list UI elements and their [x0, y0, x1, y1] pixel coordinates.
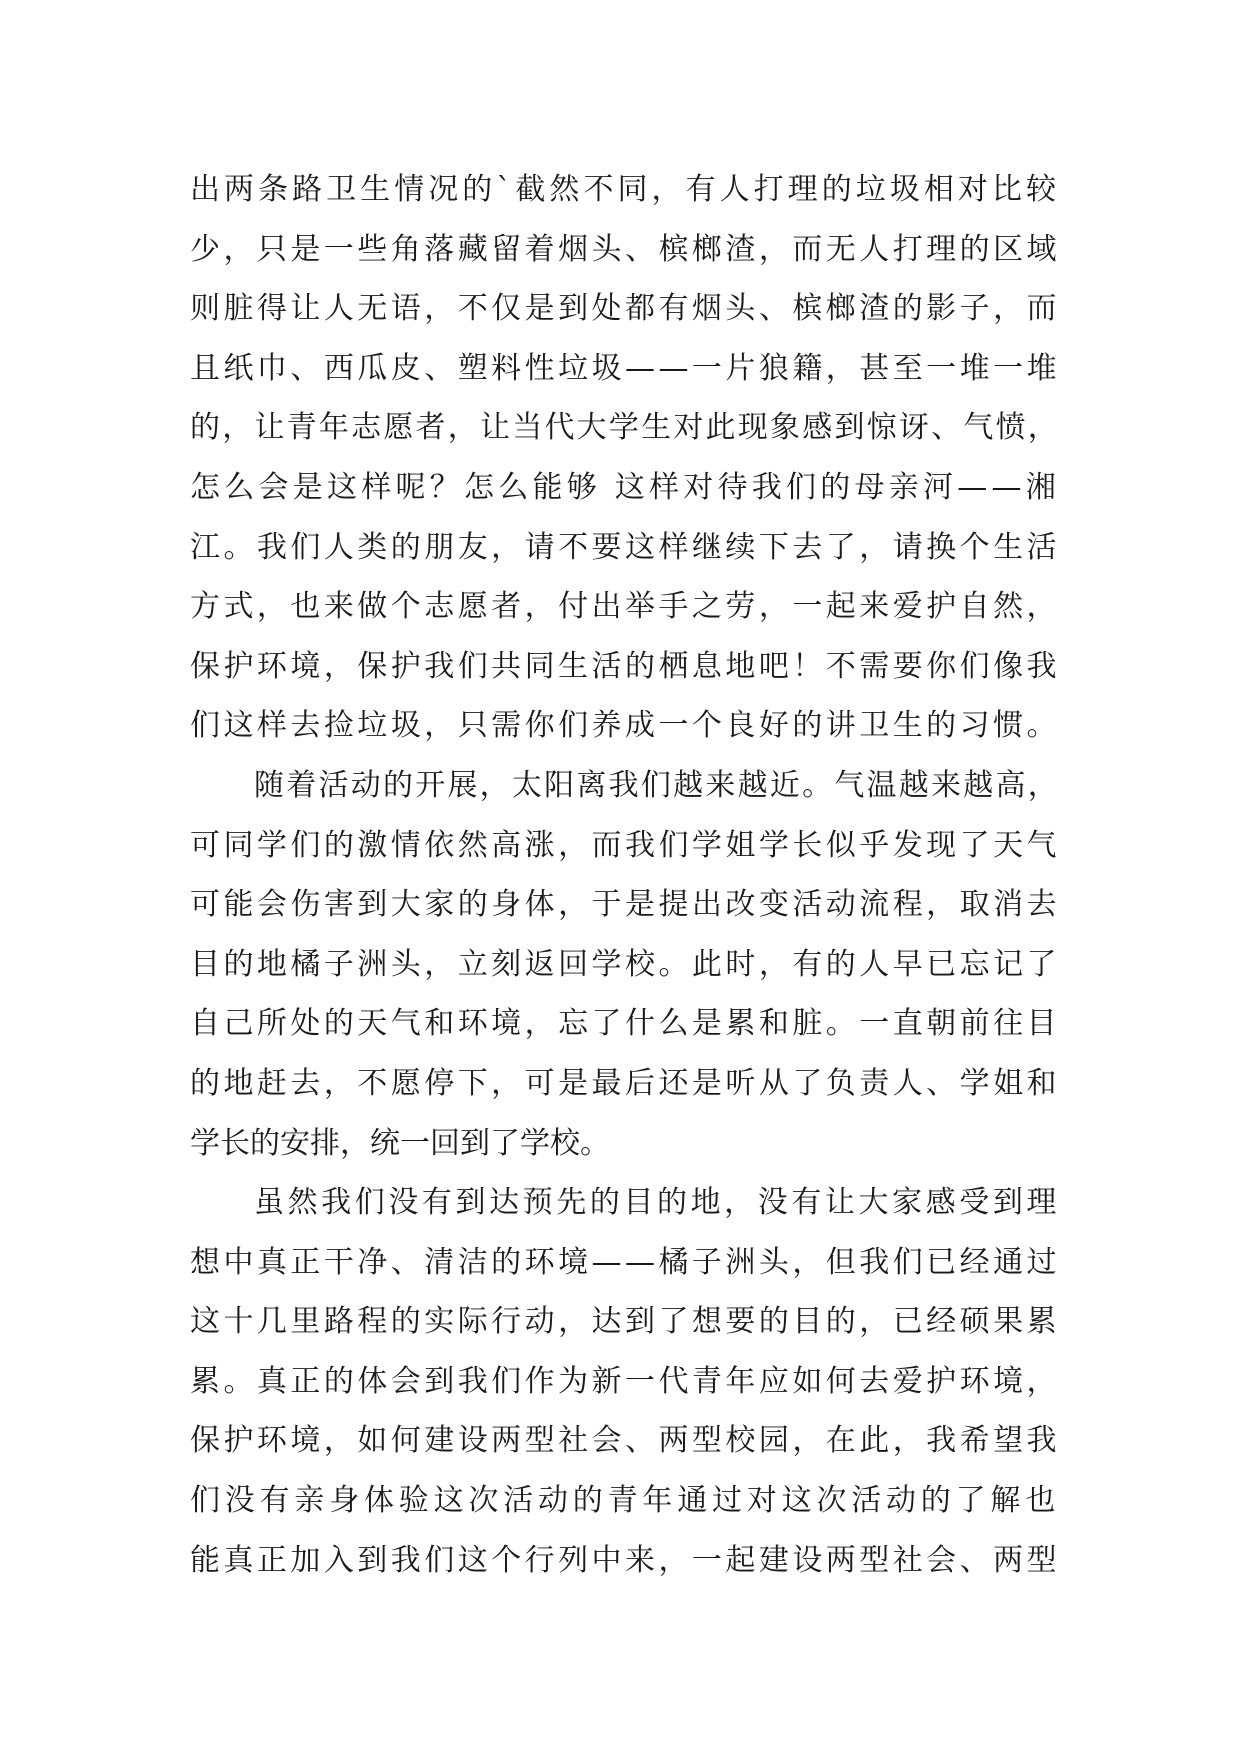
- body-text: [190, 160, 1060, 1590]
- text-line: 的地赶去，不愿停下，可是最后还是听从了负责人、学姐和: [190, 1065, 1061, 1101]
- text-line: 少，只是一些角落藏留着烟头、槟榔渣，而无人打理的区域: [190, 231, 1061, 267]
- text-line: 想中真正干净、清洁的环境——橘子洲头，但我们已经通过: [190, 1244, 1061, 1280]
- text-line: 目的地橘子洲头，立刻返回学校。此时，有的人早已忘记了: [190, 946, 1061, 982]
- text-line: 江。我们人类的朋友，请不要这样继续下去了，请换个生活: [190, 529, 1061, 565]
- text-line: 出两条路卫生情况的`截然不同，有人打理的垃圾相对比较: [190, 172, 1060, 207]
- text-line: 保护环境，保护我们共同生活的栖息地吧！不需要你们像我: [190, 648, 1061, 684]
- text-line: 可能会伤害到大家的身体，于是提出改变活动流程，取消去: [190, 887, 1061, 923]
- text-line: 且纸巾、西瓜皮、塑料性垃圾——一片狼籍，甚至一堆一堆: [190, 350, 1061, 386]
- text-line: 保护环境，如何建设两型社会、两型校园，在此，我希望我: [190, 1423, 1061, 1459]
- text-line: 可同学们的激情依然高涨，而我们学姐学长似乎发现了天气: [190, 827, 1061, 863]
- text-line: 虽然我们没有到达预先的目的地，没有让大家感受到理: [254, 1185, 1060, 1221]
- text-line: 随着活动的开展，太阳离我们越来越近。气温越来越高，: [254, 767, 1060, 803]
- text-line: 自己所处的天气和环境，忘了什么是累和脏。一直朝前往目: [190, 1006, 1061, 1042]
- text-line: 能真正加入到我们这个行列中来，一起建设两型社会、两型: [190, 1542, 1061, 1578]
- text-line: 怎么会是这样呢？怎么能够 这样对待我们的母亲河——湘: [190, 469, 1060, 505]
- text-line: 的，让青年志愿者，让当代大学生对此现象感到惊讶、气愤，: [190, 410, 1060, 446]
- text-line: 们这样去捡垃圾，只需你们养成一个良好的讲卫生的习惯。: [190, 708, 1061, 744]
- text-line: 学长的安排，统一回到了学校。: [190, 1125, 610, 1161]
- text-line: 则脏得让人无语，不仅是到处都有烟头、槟榔渣的影子，而: [190, 291, 1061, 327]
- text-line: 这十几里路程的实际行动，达到了想要的目的，已经硕果累: [190, 1304, 1061, 1340]
- text-line: 累。真正的体会到我们作为新一代青年应如何去爱护环境，: [190, 1363, 1061, 1399]
- text-line: 方式，也来做个志愿者，付出举手之劳，一起来爱护自然，: [190, 589, 1061, 625]
- text-line: 们没有亲身体验这次活动的青年通过对这次活动的了解也: [190, 1483, 1060, 1519]
